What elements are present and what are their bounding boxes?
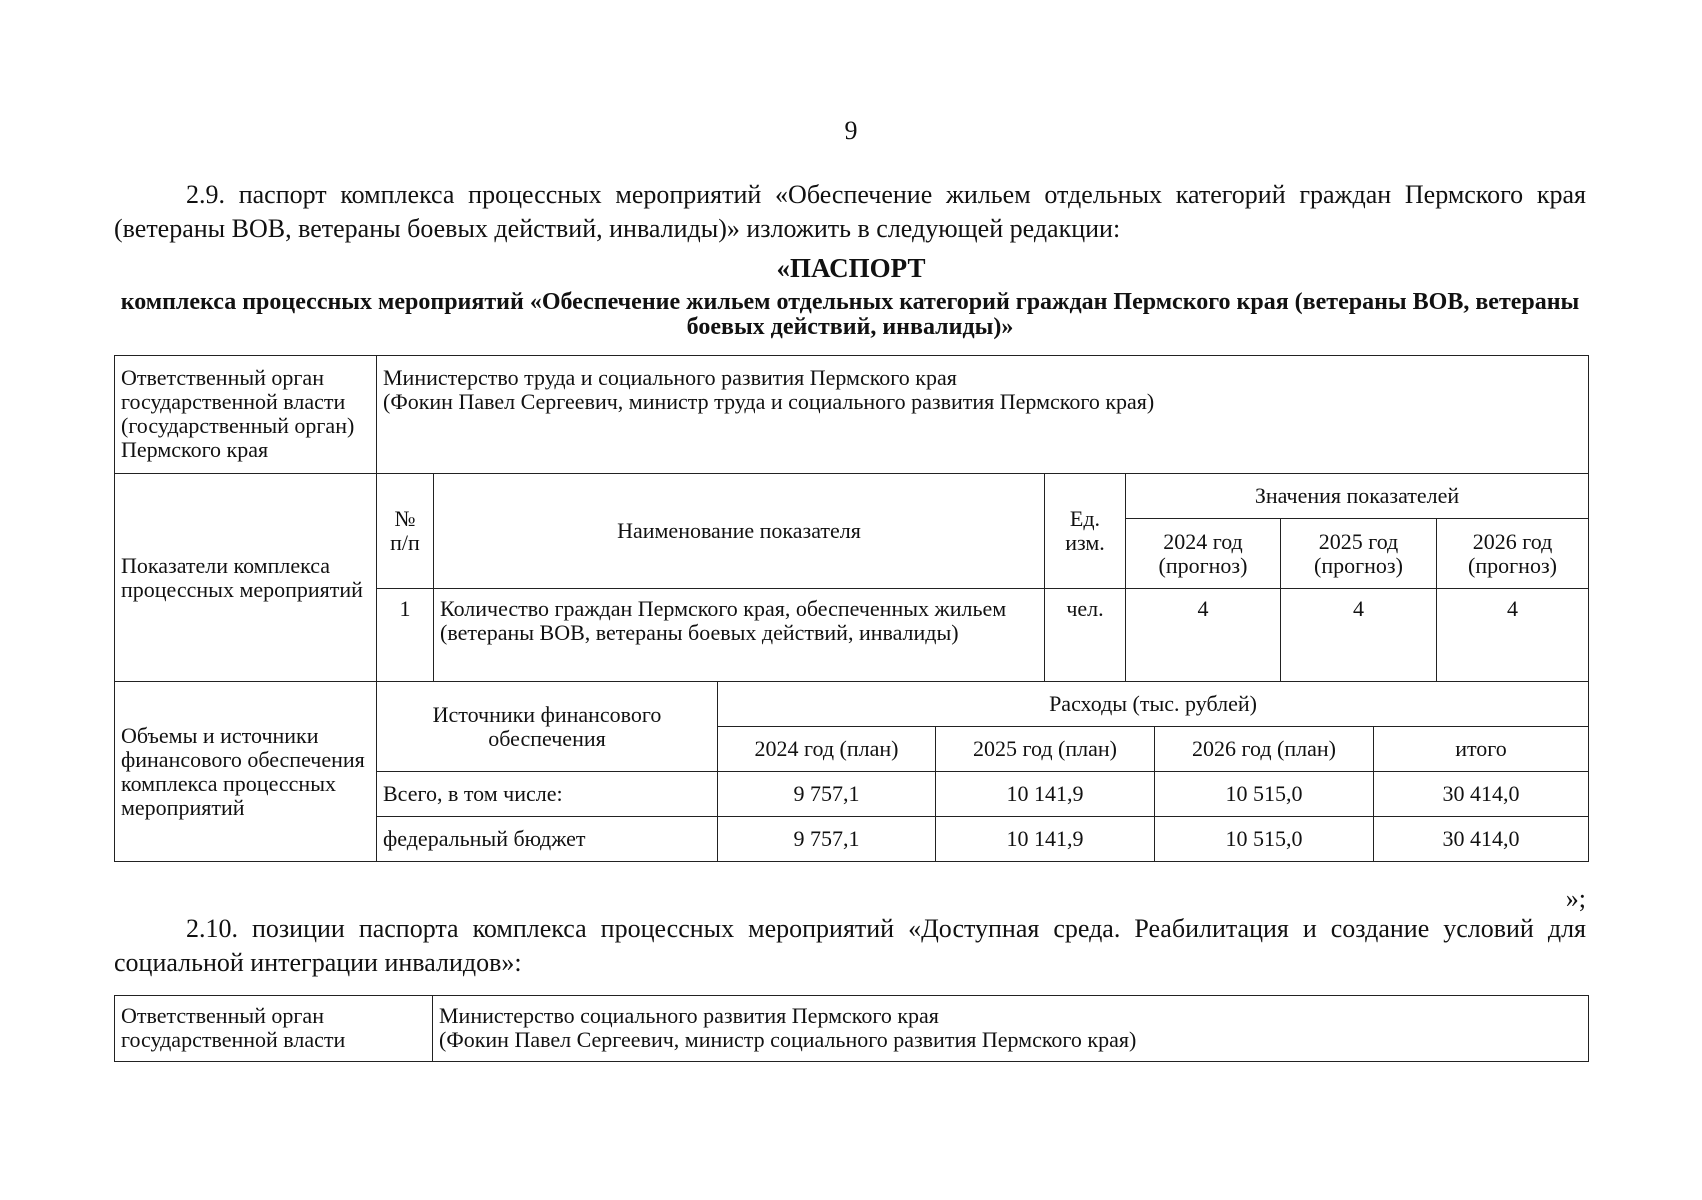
second-table-row	[115, 996, 1589, 1062]
second-table-value-line2: (Фокин Павел Сергеевич, министр социального развития Пермского края)	[439, 1027, 1137, 1052]
financing-row-label: Объемы и источники финансового обеспечения комплекса процессных мероприятий	[115, 682, 377, 862]
responsible-value	[377, 356, 1589, 474]
header-total: итого	[1374, 727, 1589, 772]
responsible-value-line1: Министерство труда и социального развития Пермского края	[383, 365, 957, 390]
header-year-2024: 2024 год (прогноз)	[1126, 519, 1281, 589]
intro-paragraph	[114, 178, 1586, 246]
total-sum: 30 414,0	[1374, 772, 1589, 817]
total-2024: 9 757,1	[718, 772, 936, 817]
total-2025: 10 141,9	[936, 772, 1155, 817]
passport-title: «ПАСПОРТ	[776, 253, 926, 283]
federal-sum: 30 414,0	[1374, 817, 1589, 862]
financing-table	[114, 681, 1589, 862]
second-paragraph-text: 2.10. позиции паспорта комплекса процессных мероприятий «Доступная среда. Реабилитация и создание условий для социальной интеграции инвалидов»:	[114, 914, 1586, 977]
header-plan-2025: 2025 год (план)	[936, 727, 1155, 772]
indicators-header-row-1	[115, 474, 1589, 519]
indicator-name: Количество граждан Пермского края, обеспеченных жильем (ветераны ВОВ, ветераны боевых действий, инвалиды)	[434, 589, 1045, 682]
header-unit: Ед. изм.	[1045, 474, 1126, 589]
header-source: Источники финансового обеспечения	[377, 682, 718, 772]
responsible-label: Ответственный орган государственной власти (государственный орган) Пермского края	[115, 356, 377, 474]
second-table-value-line1: Министерство социального развития Пермского края	[439, 1003, 939, 1028]
responsible-value-line2: (Фокин Павел Сергеевич, министр труда и социального развития Пермского края)	[383, 389, 1155, 414]
second-table	[114, 995, 1589, 1062]
federal-2026: 10 515,0	[1155, 817, 1374, 862]
second-table-value	[433, 996, 1589, 1062]
header-expenses-group: Расходы (тыс. рублей)	[718, 682, 1589, 727]
second-table-label: Ответственный орган государственной власти	[115, 996, 433, 1062]
closing-quote: »;	[1565, 884, 1586, 913]
financing-header-row-1	[115, 682, 1589, 727]
header-indicator-name: Наименование показателя	[434, 474, 1045, 589]
header-plan-2024: 2024 год (план)	[718, 727, 936, 772]
total-2026: 10 515,0	[1155, 772, 1374, 817]
header-year-2025: 2025 год (прогноз)	[1281, 519, 1437, 589]
header-values-group: Значения показателей	[1126, 474, 1589, 519]
federal-2024: 9 757,1	[718, 817, 936, 862]
indicator-unit: чел.	[1045, 589, 1126, 682]
header-year-2026: 2026 год (прогноз)	[1437, 519, 1589, 589]
passport-subtitle: комплекса процессных мероприятий «Обеспечение жильем отдельных категорий граждан Пермского края (ветераны ВОВ, ветераны боевых действий, инвалиды)»	[120, 289, 1580, 340]
page-number: 9	[844, 116, 858, 145]
indicator-num: 1	[377, 589, 434, 682]
responsible-row	[115, 356, 1589, 474]
federal-2025: 10 141,9	[936, 817, 1155, 862]
indicator-value-2025: 4	[1281, 589, 1437, 682]
source-total: Всего, в том числе:	[377, 772, 718, 817]
indicator-value-2026: 4	[1437, 589, 1589, 682]
intro-paragraph-text: 2.9. паспорт комплекса процессных мероприятий «Обеспечение жильем отдельных категорий граждан Пермского края (ветераны ВОВ, ветераны боевых действий, инвалиды)» изложить в следующей редакции:	[114, 180, 1586, 243]
second-paragraph	[114, 912, 1586, 980]
source-federal: федеральный бюджет	[377, 817, 718, 862]
header-num: № п/п	[377, 474, 434, 589]
indicator-value-2024: 4	[1126, 589, 1281, 682]
indicators-row-label: Показатели комплекса процессных мероприятий	[115, 474, 377, 682]
passport-table	[114, 355, 1589, 682]
header-plan-2026: 2026 год (план)	[1155, 727, 1374, 772]
